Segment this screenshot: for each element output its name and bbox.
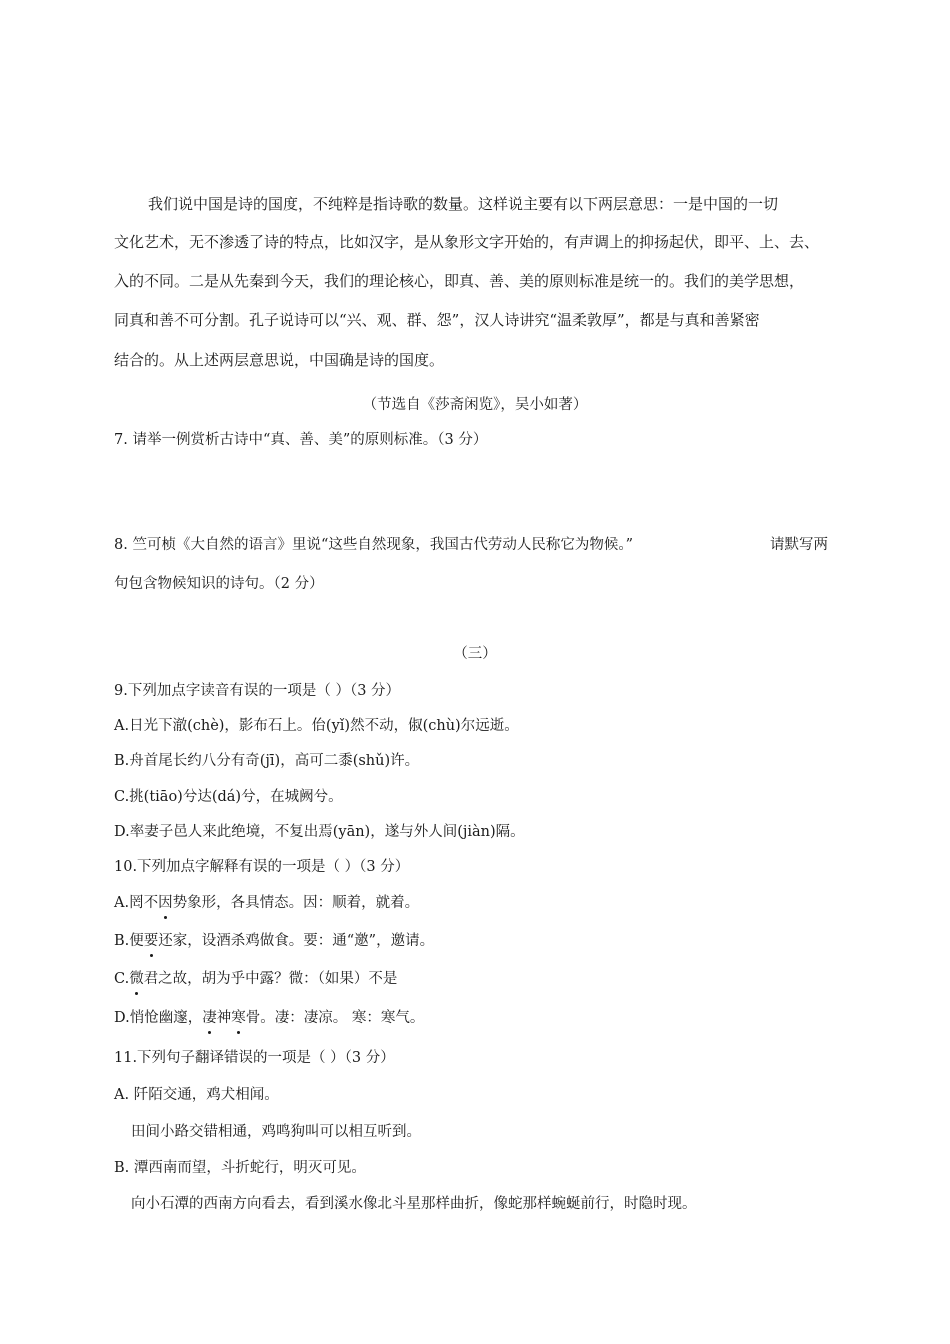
option-text: 君之故，胡为乎中露？微：（如果）不是 [143,971,398,987]
section-three-heading: （三） [453,646,497,662]
emphasis-dotted-char: 要 [143,933,159,949]
passage-line-4: 同真和善不可分割。孔子说诗可以“兴、观、群、怨”，汉人诗讲究“温柔敦厚”，都是与真和善紧密 [114,311,760,329]
question-10-option-b [114,931,434,951]
option-text: 还家，设酒杀鸡做食。要：通“邀”，邀请。 [158,933,435,949]
option-text: 势象形，各具情态。因：顺着，就着。 [172,895,420,911]
passage-line-3: 入的不同。二是从先秦到今天，我们的理论核心，即真、善、美的原则标准是统一的。我们的美学思想， [114,272,805,290]
question-8-line-2: 句包含物候知识的诗句。（2 分） [114,576,324,592]
option-text: 神 [216,1010,232,1026]
question-10-option-a [114,893,419,913]
question-8-line-1: 8. 竺可桢《大自然的语言》里说“这些自然现象，我国古代劳动人民称它为物候。” [114,537,634,553]
option-text: A.罔不 [114,895,159,911]
question-9-stem: 9.下列加点字读音有误的一项是（ ）（3 分） [114,683,401,699]
question-9-option-c: C.挑(tiāo)兮达(dá)兮，在城阙兮。 [114,789,343,805]
option-text: 骨。凄：凄凉。 寒：寒气。 [245,1010,425,1026]
option-text: D.悄怆幽邃， [114,1010,203,1026]
option-text: B.便 [114,933,144,949]
passage-line-1: 我们说中国是诗的国度，不纯粹是指诗歌的数量。这样说主要有以下两层意思：一是中国的一切 [148,195,779,213]
question-11-option-b: B. 潭西南而望，斗折蛇行，明灭可见。 [114,1160,366,1176]
question-10-option-d [114,1008,424,1028]
question-9-option-a: A.日光下澈(chè)，影布石上。佁(yǐ)然不动，俶(chù)尔远逝。 [114,718,519,734]
emphasis-dotted-char: 因 [158,895,173,911]
passage-source: （节选自《莎斋闲览》，吴小如著） [362,397,588,413]
question-9-option-b: B.舟首尾长约八分有奇(jī)，高可二黍(shǔ)许。 [114,753,420,769]
passage-line-5: 结合的。从上述两层意思说，中国确是诗的国度。 [114,351,445,369]
question-7: 7. 请举一例赏析古诗中“真、善、美”的原则标准。（3 分） [114,432,488,448]
emphasis-dotted-char: 微 [129,971,144,987]
emphasis-dotted-char: 凄 [202,1010,217,1026]
passage-line-2: 文化艺术，无不渗透了诗的特点，比如汉字，是从象形文字开始的，有声调上的抑扬起伏，即平、上、去、 [114,233,820,251]
question-9-option-d: D.率妻子邑人来此绝境，不复出焉(yān)，遂与外人间(jiàn)隔。 [114,824,525,840]
question-8-line-1-tail: 请默写两 [770,537,828,553]
option-text: C. [114,971,130,987]
question-11-option-b-translation: 向小石潭的西南方向看去，看到溪水像北斗星那样曲折，像蛇那样蜿蜒前行，时隐时现。 [131,1196,697,1212]
question-10-option-c [114,969,397,989]
emphasis-dotted-char: 寒 [231,1010,246,1026]
question-10-stem: 10.下列加点字解释有误的一项是（ ）（3 分） [114,859,410,875]
question-11-stem: 11.下列句子翻译错误的一项是（ ）（3 分） [114,1050,395,1066]
question-11-option-a-translation: 田间小路交错相通，鸡鸣狗叫可以相互听到。 [131,1124,421,1140]
question-11-option-a: A. 阡陌交通，鸡犬相闻。 [114,1087,279,1103]
